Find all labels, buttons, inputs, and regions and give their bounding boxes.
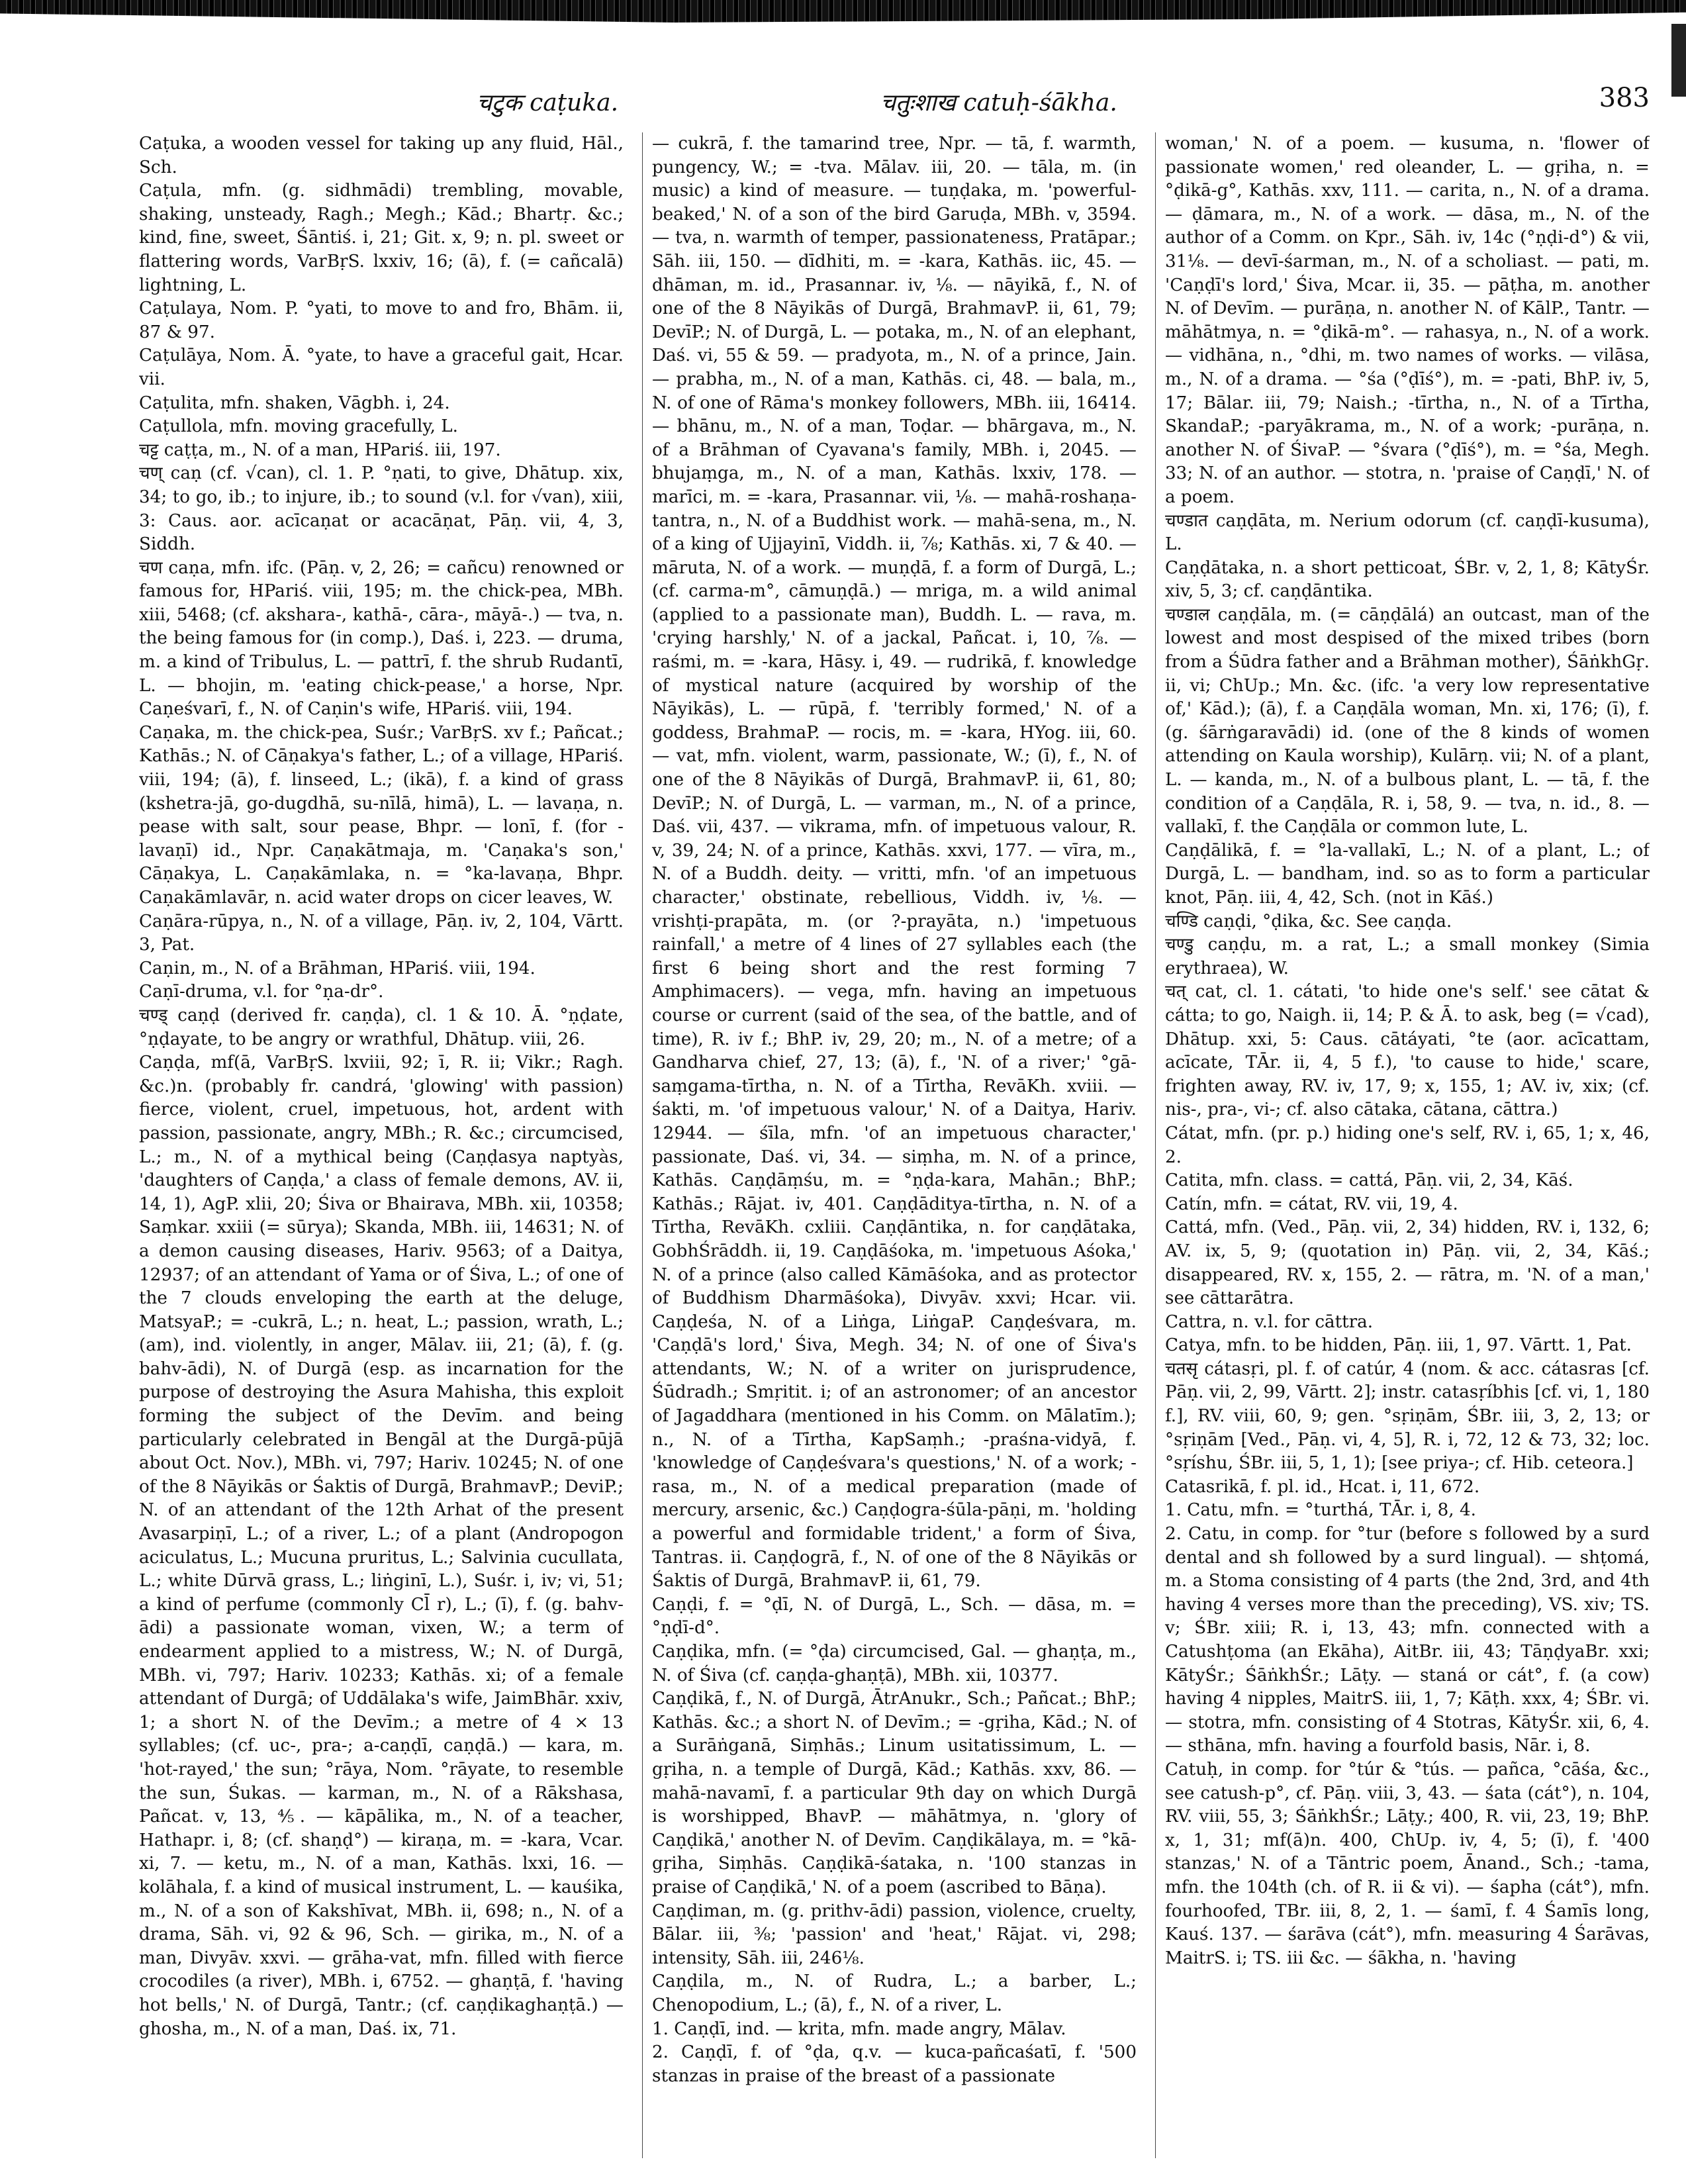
- dictionary-entry: Caṭuka, a wooden vessel for taking up any fluid, Hāl., Sch.: [139, 134, 624, 177]
- dictionary-entry: Caṇāra-rūpya, n., N. of a village, Pāṇ. iv, 2, 104, Vārtt. 3, Pat.: [139, 911, 624, 955]
- dictionary-entry: Caṭulita, mfn. shaken, Vāgbh. i, 24.: [139, 393, 450, 413]
- dictionary-entry: चण्डु caṇḍu, m. a rat, L.; a small monkey (Simia erythraea), W.: [1165, 935, 1650, 978]
- dictionary-entry: Cátat, mfn. (pr. p.) hiding one's self, RV. i, 65, 1; x, 46, 2.: [1165, 1123, 1650, 1167]
- scan-edge-shadow: [0, 0, 1686, 23]
- dictionary-entry: — cukrā, f. the tamarind tree, Npr. — tā, f. warmth, pungency, W.; = -tva. Mālav. iii, 20. — tāla, m. (in music) a kind of measure. — tuṇḍaka, m. 'powerful-beaked,' N. of a son of the bird Garuḍa, MBh. v, 3594. — tva, n. warmth of temper, passionateness, Pratāpar.; Sāh. iii, 150. — dīdhiti, m. = -kara, Kathās. iic, 45. — dhāman, m. id., Prasannar. iv, ⅛. — nāyikā, f., N. of one of the 8 Nāyikās of Durgā, BrahmavP. ii, 61, 79; DevīP.; N. of Durgā, L. — potaka, m., N. of an elephant, Daś. vi, 55 & 59. — pradyota, m., N. of a prince, Jain. — prabha, m., N. of a man, Kathās. ci, 48. — bala, m., N. of one of Rāma's monkey followers, MBh. iii, 16414. — bhānu, m., N. of a man, Toḍar. — bhārgava, m., N. of a Brāhman of Cyavana's family, MBh. i, 2045. — bhujaṃga, m., N. of a man, Kathās. lxxiv, 178. — marīci, m. = -kara, Prasannar. vii, ⅛. — mahā-roshaṇa-tantra, n., N. of a Buddhist work. — mahā-sena, m., N. of a king of Ujjayinī, Viddh. ii, ⅞; Kathās. xi, 7 & 40. — māruta, N. of a work. — muṇḍā, f. a form of Durgā, L.; (cf. carma-m°, cāmuṇḍā.) — mriga, m. a wild animal (applied to a passionate man), Buddh. L. — rava, m. 'crying harshly,' N. of a jackal, Pañcat. i, 10, ⅞. — raśmi, m. = -kara, Hāsy. i, 49. — rudrikā, f. knowledge of mystical nature (acquired by worship of the Nāyikās), L. — rūpā, f. 'terribly formed,' N. of a goddess, BrahmaP. — rocis, m. = -kara, HYog. iii, 60. — vat, mfn. violent, warm, passionate, W.; (ī), f., N. of one of the 8 Nāyikās of Durgā, BrahmavP. ii, 61, 80; DevīP.; N. of Durgā, L. — varman, m., N. of a prince, Daś. vii, 437. — vikrama, mfn. of impetuous valour, R. v, 39, 24; N. of a prince, Kathās. xxvi, 177. — vīra, m., N. of a Buddh. deity. — vritti, mfn. 'of an impetuous character,' obstinate, rebellious, Viddh. iv, ⅛. — vrishṭi-prapāta, m. (or ?-prayāta, n.) 'impetuous rainfall,' a metre of 4 lines of 27 syllables each (the first 6 being short and the rest forming 7 Amphimacers). — vega, mfn. having an impetuous course or current (said of the sea, of the battle, and of time), R. iv f.; BhP. iv, 29, 20; m., N. of a metre; of a Gandharva chief, 27, 13; (ā), f., 'N. of a river;' °gā-saṃgama-tīrtha, n. N. of a Tīrtha, RevāKh. xviii. — śakti, m. 'of impetuous valour,' N. of a Daitya, Hariv. 12944. — śīla, mfn. 'of an impetuous character,' passionate, Daś. vi, 34. — siṃha, m. N. of a prince, Kathās. Caṇḍāṃśu, m. = °ṇḍa-kara, Mahān.; BhP.; Kathās.; Rājat. iv, 401. Caṇḍāditya-tīrtha, n. N. of a Tīrtha, RevāKh. cxliii. Caṇḍāntika, n. for caṇḍātaka, GobhŚrāddh. ii, 19. Caṇḍāśoka, m. 'impetuous Aśoka,' N. of a prince (also called Kāmāśoka, and as protector of Buddhism Dharmāśoka), Divyāv. xxvi; Hcar. vii. Caṇḍeśa, N. of a Liṅga, LiṅgaP. Caṇḍeśvara, m. 'Caṇḍā's lord,' Śiva, Megh. 34; N. of one of Śiva's attendants, W.; N. of a writer on jurisprudence, Śūdradh.; Smṛitit. i; of an astronomer; of an ancestor of Jagaddhara (mentioned in his Comm. on Mālatīm.); n., N. of a Tīrtha, KapSaṃh.; -praśna-vidyā, f. 'knowledge of Caṇḍeśvara's questions,' N. of a work; -rasa, m., N. of a medical preparation (made of mercury, arsenic, &c.) Caṇḍogra-śūla-pāṇi, m. 'holding a powerful and formidable trident,' a form of Śiva, Tantras. ii. Caṇḍogrā, f., N. of one of the 8 Nāyikās or Śaktis of Durgā, BrahmavP. ii, 61, 79.: [652, 134, 1137, 1591]
- dictionary-entry: चतसृ cátasṛi, pl. f. of catúr, 4 (nom. & acc. cátasras [cf. Pāṇ. vii, 2, 99, Vārtt. 2]; instr. catasṛíbhis [cf. vi, 1, 180 f.], RV. viii, 60, 9; gen. °sṛiṇām, ŚBr. iii, 3, 2, 13; or °sṛiṇām [Ved., Pāṇ. vi, 4, 5], R. i, 72, 12 & 73, 32; loc. °sṛíshu, ŚBr. iii, 5, 1, 1); [see priya-; cf. Hib. ceteora.]: [1165, 1358, 1650, 1474]
- dictionary-entry: Catasrikā, f. pl. id., Hcat. i, 11, 672.: [1165, 1476, 1480, 1497]
- dictionary-entry: चत् cat, cl. 1. cátati, 'to hide one's self.' see cātat & cátta; to go, Naigh. ii, 14; P. & Ā. to ask, beg (= √cad), Dhātup. xxi, 5: Caus. cātáyati, °te (aor. acīcattam, acīcate, TĀr. ii, 4, 5 f.), 'to cause to hide,' scare, frighten away, RV. iv, 17, 9; x, 155, 1; AV. iv, xix; (cf. nis-, pra-, vi-; cf. also cātaka, cātana, cāttra.): [1165, 982, 1650, 1120]
- dictionary-entry: चण्ड् caṇḍ (derived fr. caṇḍa), cl. 1 & 10. Ā. °ṇḍate, °ṇḍayate, to be angry or wrathful, Dhātup. viii, 26.: [139, 1005, 624, 1049]
- dictionary-entry: चण्डात caṇḍāta, m. Nerium odorum (cf. caṇḍī-kusuma), L.: [1165, 510, 1650, 555]
- dictionary-entry: चण्डाल caṇḍāla, m. (= cāṇḍālá) an outcast, man of the lowest and most despised of the mixed tribes (born from a Śūdra father and a Brāhman mother), ŚāṅkhGṛ. ii, vi; ChUp.; Mn. &c. (ifc. 'a very low representative of,' Kād.); (ā), f. a Caṇḍāla woman, Mn. xi, 176; (ī), f. (g. śārṅgaravādi) id. (one of the 8 kinds of women attending on Kaula worship), Kulārṇ. vii; N. of a plant, L. — kanda, m., N. of a bulbous plant, L. — tā, f. the condition of a Caṇḍāla, R. i, 58, 9. — tva, n. id., 8. — vallakī, f. the Caṇḍāla or common lute, L.: [1165, 604, 1650, 837]
- dictionary-entry: चट्ट caṭṭa, m., N. of a man, HPariś. iii, 197.: [139, 440, 501, 460]
- column-2: [642, 132, 1137, 2158]
- dictionary-entry: 2. Caṇḍī, f. of °ḍa, q.v. — kuca-pañcaśatī, f. '500 stanzas in praise of the breast of a passionate: [652, 2042, 1137, 2086]
- dictionary-entry: Caṇī-druma, v.l. for °ṇa-dr°.: [139, 982, 384, 1002]
- dictionary-entry: चण caṇa, mfn. ifc. (Pāṇ. v, 2, 26; = cañcu) renowned or famous for, HPariś. viii, 195; m. the chick-pea, MBh. xiii, 5468; (cf. akshara-, kathā-, cāra-, māyā-.) — tva, n. the being famous for (in comp.), Daś. i, 223. — druma, m. a kind of Tribulus, L. — pattrī, f. the shrub Rudantī, L. — bhojin, m. 'eating chick-pease,' a horse, Npr. Caṇeśvarī, f., N. of Caṇin's wife, HPariś. viii, 194.: [139, 557, 624, 720]
- dictionary-entry: Caṇḍika, mfn. (= °ḍa) circumcised, Gal. — ghaṇṭa, m., N. of Śiva (cf. caṇḍa-ghaṇṭā), MBh. xii, 10377.: [652, 1642, 1137, 1685]
- dictionary-entry: Cattá, mfn. (Ved., Pāṇ. vii, 2, 34) hidden, RV. i, 132, 6; AV. ix, 5, 9; (quotation in) Pāṇ. vii, 2, 34, Kāś.; disappeared, RV. x, 155, 2. — rātra, m. 'N. of a man,' see cāttarātra.: [1165, 1217, 1650, 1309]
- dictionary-entry: Caṇḍālikā, f. = °la-vallakī, L.; N. of a plant, L.; of Durgā, L. — bandham, ind. so as to form a particular knot, Pāṇ. iii, 4, 42, Sch. (not in Kāś.): [1165, 840, 1650, 908]
- dictionary-entry: Cattra, n. v.l. for cāttra.: [1165, 1311, 1374, 1332]
- dictionary-entry: Caṇḍi, f. = °ḍī, N. of Durgā, L., Sch. — dāsa, m. = °ṇḍī-d°.: [652, 1594, 1137, 1638]
- page-number: 383: [1599, 83, 1650, 113]
- dictionary-entry: Caṇḍila, m., N. of Rudra, L.; a barber, L.; Chenopodium, L.; (ā), f., N. of a river, L.: [652, 1971, 1137, 2015]
- dictionary-entry: Caṇḍiman, m. (g. prithv-ādi) passion, violence, cruelty, Bālar. iii, ⅜; 'passion' and 'heat,' Rājat. vi, 298; intensity, Sāh. iii, 246⅛.: [652, 1901, 1137, 1968]
- dictionary-entry: चण्डि caṇḍi, °ḍika, &c. See caṇḍa.: [1165, 911, 1452, 931]
- scan-edge-mark: [1671, 24, 1686, 97]
- dictionary-entry: Catuḥ, in comp. for °túr & °tús. — pañca, °cāśa, &c., see catush-p°, cf. Pāṇ. viii, 3, 43. — śata (cát°), n. 104, RV. viii, 55, 3; ŚāṅkhŚr.; Lāṭy.; 400, R. vii, 23, 19; BhP. x, 1, 31; mf(ā)n. 400, ChUp. iv, 4, 5; (ī), f. '400 stanzas,' N. of a Tāntric poem, Ānand., Sch.; -tama, mfn. the 104th (ch. of R. ii & vi). — śapha (cát°), mfn. fourhoofed, TBr. iii, 8, 2, 1. — śamī, f. 4 Śamīs long, Kauś. 137. — śarāva (cát°), mfn. measuring 4 Śarāvas, MaitrS. i; TS. iii &c. — śākha, n. 'having: [1165, 1759, 1650, 1968]
- dictionary-entry: Catita, mfn. class. = cattá, Pāṇ. vii, 2, 34, Kāś.: [1165, 1170, 1573, 1191]
- dictionary-entry: Caṭulaya, Nom. P. °yati, to move to and fro, Bhām. ii, 87 & 97.: [139, 299, 624, 342]
- dictionary-columns: [139, 132, 1650, 2158]
- dictionary-entry: Caṇḍa, mf(ā, VarBṛS. lxviii, 92; ī, R. ii; Vikr.; Ragh. &c.)n. (probably fr. candrá, 'glowing' with passion) fierce, violent, cruel, impetuous, hot, ardent with passion, passionate, angry, MBh.; R. &c.; circumcised, L.; m., N. of a mythical being (Caṇḍasya naptyàs, 'daughters of Caṇḍa,' a class of female demons, AV. ii, 14, 1), AgP. xlii, 20; Śiva or Bhairava, MBh. xii, 10358; Saṃkar. xxiii (= sūrya); Skanda, MBh. iii, 14631; N. of a demon causing diseases, Hariv. 9563; of a Daitya, 12937; of an attendant of Yama or of Śiva, L.; of one of the 7 clouds enveloping the earth at the deluge, MatsyaP.; = -cukrā, L.; n. heat, L.; passion, wrath, L.; (am), ind. violently, in anger, Mālav. iii, 21; (ā), f. (g. bahv-ādi), N. of Durgā (esp. as incarnation for the purpose of destroying the Asura Mahisha, this exploit forming the subject of the Devīm. and being particularly celebrated in Bengāl at the Durgā-pūjā about Oct. Nov.), MBh. vi, 797; Hariv. 10245; N. of one of the 8 Nāyikās or Śaktis of Durgā, BrahmavP.; DeviP.; N. of an attendant of the 12th Arhat of the present Avasarpiṇī, L.; of a river, L.; of a plant (Andropogon aciculatus, L.; Mucuna pruritus, L.; Salvinia cucullata, L.; white Dūrvā grass, L.; liṅginī, L.), Suśr. i, iv; vi, 51; a kind of perfume (commonly Cl̄ r), L.; (ī), f. (g. bahv-ādi) a passionate woman, vixen, W.; a term of endearment applied to a mistress, W.; N. of Durgā, MBh. vi, 797; Hariv. 10233; Kathās. xi; of a female attendant of Durgā; of Uddālaka's wife, JaimBhār. xxiv, 1; a short N. of the Devīm.; a metre of 4 × 13 syllables; (cf. uc-, pra-; a-caṇḍī, caṇḍā.) — kara, m. 'hot-rayed,' the sun; °rāya, Nom. °rāyate, to resemble the sun, Śukas. — karman, m., N. of a Rākshasa, Pañcat. v, 13, ⅘. — kāpālika, m., N. of a teacher, Hathapr. i, 8; (cf. shaṇḍ°) — kiraṇa, m. = -kara, Vcar. xi, 7. — ketu, m., N. of a man, Kathās. lxxi, 16. — kolāhala, f. a kind of musical instrument, L. — kauśika, m., N. of a son of Kakshīvat, MBh. ii, 698; n., N. of a drama, Sāh. vi, 92 & 96, Sch. — girika, m., N. of a man, Divyāv. xxvi. — grāha-vat, mfn. filled with fierce crocodiles (a river), MBh. i, 6752. — ghaṇṭā, f. 'having hot bells,' N. of Durgā, Tantr.; (cf. caṇḍikaghaṇṭā.) — ghosha, m., N. of a man, Daś. ix, 71.: [139, 1053, 624, 2039]
- column-3: [1155, 132, 1650, 2158]
- dictionary-entry: Caṇaka, m. the chick-pea, Suśr.; VarBṛS. xv f.; Pañcat.; Kathās.; N. of Cāṇakya's father, L.; of a village, HPariś. viii, 194; (ā), f. linseed, L.; (ikā), f. a kind of grass (kshetra-jā, go-dugdhā, su-nīlā, himā), L. — lavaṇa, n. pease with salt, sour pease, Bhpr. — lonī, f. (for -lavaṇī) id., Npr. Caṇakātmaja, m. 'Caṇaka's son,' Cāṇakya, L. Caṇakāmlaka, n. = °ka-lavaṇa, Bhpr. Caṇakāmlavār, n. acid water drops on cicer leaves, W.: [139, 722, 624, 908]
- page-header: [139, 83, 1650, 122]
- dictionary-entry: Caṭula, mfn. (g. sidhmādi) trembling, movable, shaking, unsteady, Ragh.; Megh.; Kād.; Bhartṛ. &c.; kind, fine, sweet, Śāntiś. i, 21; Git. x, 9; n. pl. sweet or flattering words, VarBṛS. lxxiv, 16; (ā), f. (= cañcalā) lightning, L.: [139, 181, 624, 295]
- header-left-catchword: चटुक caṭuka.: [477, 89, 619, 117]
- dictionary-entry: चण् caṇ (cf. √can), cl. 1. P. °ṇati, to give, Dhātup. xix, 34; to go, ib.; to injure, ib.; to sound (v.l. for √van), xiii, 3: Caus. aor. acīcaṇat or acacāṇat, Pāṇ. vii, 4, 3, Siddh.: [139, 463, 624, 555]
- dictionary-entry: Catya, mfn. to be hidden, Pāṇ. iii, 1, 97. Vārtt. 1, Pat.: [1165, 1335, 1632, 1356]
- dictionary-entry: Catín, mfn. = cátat, RV. vii, 19, 4.: [1165, 1194, 1458, 1214]
- dictionary-entry: Caṭullola, mfn. moving gracefully, L.: [139, 416, 458, 437]
- dictionary-entry: 2. Catu, in comp. for °tur (before s followed by a surd dental and sh followed by a surd lingual). — shṭomá, m. a Stoma consisting of 4 parts (the 2nd, 3rd, and 4th having 4 verses more than the preceding), VS. xiv; TS. v; ŚBr. xiii; R. i, 13, 43; mfn. connected with a Catushṭoma (an Ekāha), AitBr. iii, 43; TāṇḍyaBr. xxi; KātyŚr.; ŚāṅkhŚr.; Lāṭy. — staná or cát°, f. (a cow) having 4 nipples, MaitrS. iii, 1, 7; Kāṭh. xxx, 4; ŚBr. vi. — stotra, mfn. consisting of 4 Stotras, KātyŚr. xii, 6, 4. — sthāna, mfn. having a fourfold basis, Nār. i, 8.: [1165, 1524, 1650, 1756]
- dictionary-entry: 1. Caṇḍī, ind. — krita, mfn. made angry, Mālav.: [652, 2018, 1066, 2039]
- header-right-catchword: चतुःशाख catuḥ-śākha.: [880, 89, 1117, 117]
- dictionary-entry: Caṇḍikā, f., N. of Durgā, ĀtrAnukr., Sch.; Pañcat.; BhP.; Kathās. &c.; a short N. of Devīm.; = -gṛiha, Kād.; N. of a Surāṅganā, Siṃhās.; Linum usitatissimum, L. — gṛiha, n. a temple of Durgā, Kād.; Kathās. xxv, 86. — mahā-navamī, f. a particular 9th day on which Durgā is worshipped, BhavP. — māhātmya, n. 'glory of Caṇḍikā,' another N. of Devīm. Caṇḍikālaya, m. = °kā-gṛiha, Siṃhās. Caṇḍikā-śataka, n. '100 stanzas in praise of Caṇḍikā,' N. of a poem (ascribed to Bāṇa).: [652, 1689, 1137, 1897]
- dictionary-entry: 1. Catu, mfn. = °turthá, TĀr. i, 8, 4.: [1165, 1500, 1476, 1521]
- column-1: [139, 132, 624, 2158]
- dictionary-entry: Caṇin, m., N. of a Brāhman, HPariś. viii, 194.: [139, 958, 536, 978]
- dictionary-entry: Caṭulāya, Nom. Ā. °yate, to have a graceful gait, Hcar. vii.: [139, 346, 624, 389]
- dictionary-entry: Caṇḍātaka, n. a short petticoat, ŚBr. v, 2, 1, 8; KātyŚr. xiv, 5, 3; cf. caṇḍāntika.: [1165, 557, 1650, 602]
- dictionary-entry: woman,' N. of a poem. — kusuma, n. 'flower of passionate women,' red oleander, L. — gṛiha, n. = °ḍikā-g°, Kathās. xxv, 111. — carita, n., N. of a drama. — ḍāmara, m., N. of a work. — dāsa, m., N. of the author of a Comm. on Kpr., Sāh. iv, 14c (°ṇḍi-d°) & vii, 31⅛. — devī-śarman, m., N. of a scholiast. — pati, m. 'Caṇḍī's lord,' Śiva, Mcar. ii, 35. — pāṭha, m. another N. of Devīm. — purāṇa, n. another N. of KālP., Tantr. — māhātmya, n. = °ḍikā-m°. — rahasya, n., N. of a work. — vidhāna, n., °dhi, m. two names of works. — vilāsa, m., N. of a drama. — °śa (°ḍīś°), m. = -pati, BhP. iv, 5, 17; Bālar. iii, 79; Naish.; -tīrtha, n., N. of a Tīrtha, SkandaP.; -paryākrama, m., N. of a work; -purāṇa, n. another N. of ŚivaP. — °śvara (°ḍīś°), m. = °śa, Megh. 33; N. of an author. — stotra, n. 'praise of Caṇḍī,' N. of a poem.: [1165, 134, 1650, 507]
